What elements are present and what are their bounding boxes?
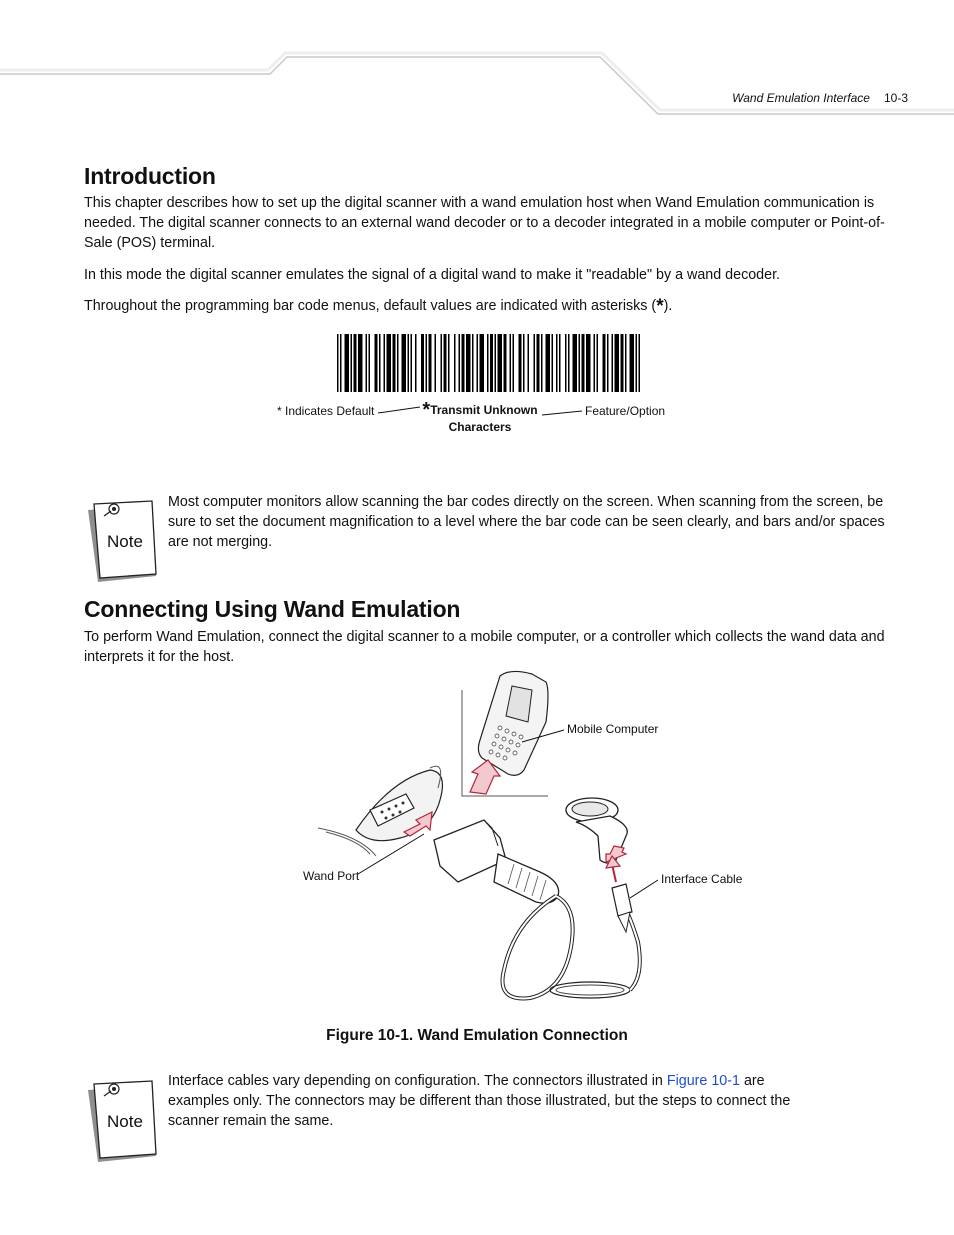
barcode-bar [402, 334, 407, 392]
barcode-bar [345, 334, 350, 392]
barcode-bar [459, 334, 461, 392]
barcode-bar [421, 334, 424, 392]
barcode-bar [415, 334, 417, 392]
barcode-bar [429, 334, 432, 392]
indicates-default-label: * Indicates Default [277, 404, 375, 418]
mobile-computer-illustration [478, 671, 548, 775]
barcode-bar [579, 334, 581, 392]
barcode-bar [559, 334, 561, 392]
barcode-bar [537, 334, 540, 392]
barcode-bar [597, 334, 599, 392]
introduction-heading: Introduction [84, 163, 216, 189]
barcode-bar [411, 334, 413, 392]
barcode-bar [351, 334, 353, 392]
barcode-bar [466, 334, 471, 392]
barcode-bar [448, 334, 450, 392]
barcode-bar [607, 334, 609, 392]
barcode-bar [472, 334, 474, 392]
barcode-bar [435, 334, 437, 392]
barcode-bar [366, 334, 368, 392]
barcode-bar [513, 334, 515, 392]
barcode-bar [612, 334, 614, 392]
barcode-bar [534, 334, 536, 392]
running-title: Wand Emulation Interface [732, 91, 870, 105]
barcode-bar [639, 334, 641, 392]
barcode-bar [477, 334, 479, 392]
barcode-bar [384, 334, 386, 392]
label-wand-port: Wand Port [303, 869, 360, 883]
barcode-bar [354, 334, 357, 392]
barcode-bar [462, 334, 465, 392]
barcode-bar [337, 334, 339, 392]
barcode-bar [454, 334, 456, 392]
barcode-bar [510, 334, 512, 392]
barcode-bar [480, 334, 485, 392]
note-1-text: Most computer monitors allow scanning the bar codes directly on the screen. When scanning from the screen, be sure to set the document magnification to a level where the bar code can be seen clearly, and bars and/or spaces are not merging. [168, 494, 885, 550]
note-icon-label: Note [107, 1112, 143, 1131]
barcode-bar [523, 334, 525, 392]
page-number: 10-3 [883, 91, 908, 105]
figure-10-1-link[interactable]: Figure 10-1 [666, 1073, 740, 1089]
note-2-text-end: are examples only. The connectors may be different than those illustrated, but the steps to connect the scanner remain the same. [168, 1073, 791, 1129]
connecting-paragraph: To perform Wand Emulation, connect the digital scanner to a mobile computer, or a controller which collects the wand data and interprets it for the host. [84, 629, 885, 665]
barcode-bar [379, 334, 381, 392]
asterisk-symbol: * [656, 296, 664, 317]
barcode-bar [630, 334, 635, 392]
barcode-bar [528, 334, 530, 392]
example-barcode [337, 334, 641, 392]
barcode-bar [393, 334, 396, 392]
connecting-heading: Connecting Using Wand Emulation [84, 596, 461, 622]
barcode-bar [340, 334, 342, 392]
feature-option-label: Feature/Option [585, 404, 666, 418]
barcode-bar [586, 334, 591, 392]
barcode-bar [556, 334, 558, 392]
label-interface-cable: Interface Cable [661, 872, 743, 886]
intro-p3-end: ). [663, 298, 673, 314]
barcode-bar [441, 334, 443, 392]
intro-p3-text: Throughout the programming bar code menus, default values are indicated with asterisks ( [84, 298, 657, 314]
barcode-bar [541, 334, 543, 392]
barcode-bar [565, 334, 567, 392]
barcode-bar [426, 334, 428, 392]
barcode-bar [621, 334, 624, 392]
barcode-bar [487, 334, 489, 392]
interface-cable-plug-illustration [612, 884, 632, 932]
barcode-caption [420, 399, 540, 436]
barcode-bar [408, 334, 410, 392]
intro-paragraph-3 [84, 296, 899, 317]
barcode-bar [519, 334, 522, 392]
barcode-bar [444, 334, 447, 392]
figure-caption: Figure 10-1. Wand Emulation Connection [326, 1027, 628, 1044]
barcode-bar [568, 334, 570, 392]
barcode-bar [358, 334, 363, 392]
cable-connector-illustration [434, 820, 559, 903]
barcode-bar [498, 334, 503, 392]
note-2-text [168, 1071, 828, 1131]
barcode-bar [387, 334, 392, 392]
barcode-caption-line1: Transmit Unknown [430, 403, 538, 417]
note-icon-2 [84, 1078, 164, 1169]
label-mobile-computer: Mobile Computer [567, 722, 659, 736]
intro-paragraph-2: In this mode the digital scanner emulates the signal of a digital wand to make it "readable" by a wand decoder. [84, 267, 781, 283]
barcode-bar [369, 334, 371, 392]
barcode-bar [603, 334, 606, 392]
barcode-bar [582, 334, 585, 392]
default-asterisk: * [422, 399, 431, 421]
note-2-text-start: Interface cables vary depending on configuration. The connectors illustrated in [168, 1073, 667, 1089]
note-icon-1 [84, 498, 164, 589]
intro-paragraph-1: This chapter describes how to set up the digital scanner with a wand emulation host when Wand Emulation communication is needed. The digital scanner connects to an external wand decoder or to a decoder integrated in a mobile computer or Point-of-Sale (POS) terminal. [84, 195, 885, 251]
barcode-caption-line2: Characters [448, 420, 512, 434]
barcode-bar [615, 334, 620, 392]
barcode-bar [636, 334, 638, 392]
barcode-bar [573, 334, 578, 392]
barcode-bar [552, 334, 554, 392]
barcode-bar [504, 334, 507, 392]
barcode-bar [625, 334, 627, 392]
barcode-bar [495, 334, 497, 392]
wand-connection-illustration [300, 660, 760, 1020]
running-head [660, 91, 908, 105]
barcode-bar [397, 334, 399, 392]
barcode-bar [594, 334, 596, 392]
note-icon-label: Note [107, 532, 143, 551]
barcode-bar [546, 334, 551, 392]
barcode-bar [490, 334, 493, 392]
barcode-bar [375, 334, 378, 392]
